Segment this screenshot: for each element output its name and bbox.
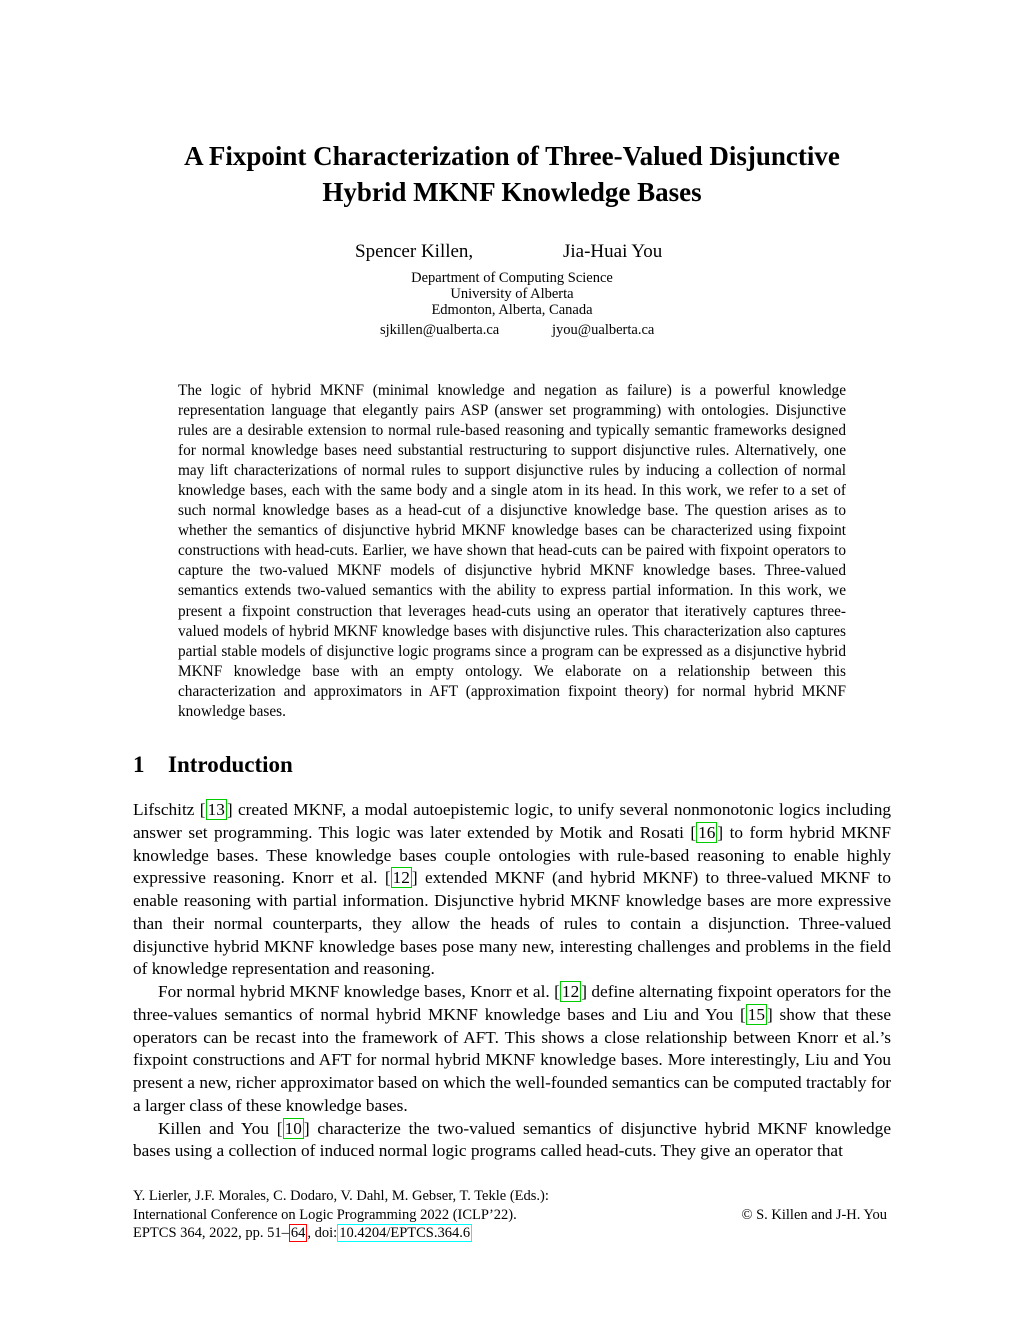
abstract: The logic of hybrid MKNF (minimal knowledge and negation as failure) is a powerful knowledge representation language that elegantly pairs ASP (answer set programming) with ontologies. Disjunctive rules are a desirable extension to normal rule-based reasoning and typically semantic frameworks designed for normal knowledge bases need substantial restructuring to support disjunctive rules. Alternatively, one may lift characterizations of normal rules to support disjunctive rules by inducing a collection of normal knowledge bases, each with the same body and a single atom in its head. In this work, we refer to a set of such normal knowledge bases as a head-cut of a disjunctive knowledge base. The question arises as to whether the semantics of disjunctive hybrid MKNF knowledge bases can be characterized using fixpoint constructions with head-cuts. Earlier, we have shown that head-cuts can be paired with fixpoint operators to capture the two-valued MKNF models of disjunctive hybrid MKNF knowledge bases. Three-valued semantics extends two-valued semantics with the ability to express partial information. In this work, we present a fixpoint construction that leverages head-cuts using an operator that iteratively captures three-valued models of hybrid MKNF knowledge bases with disjunctive rules. This characterization also captures partial stable models of disjunctive logic programs since a program can be expressed as a disjunctive hybrid MKNF knowledge base with an empty ontology. We elaborate on a relationship between this characterization and approximators in AFT (approximation fixpoint theory) for normal hybrid MKNF knowledge bases.: [178, 382, 846, 720]
authors: [0, 241, 1024, 267]
citation-link[interactable]: 16: [698, 822, 716, 842]
email-killen[interactable]: sjkillen@ualberta.ca: [380, 322, 500, 338]
section-number: 1: [133, 752, 145, 777]
author-emails: [0, 322, 1024, 342]
text-run: ] characterize the two-valued semantics of disjunctive hybrid MKNF knowledge bases using a collection of induced normal logic programs called head-cuts. They give an operator that: [133, 1118, 891, 1161]
paper-title: [0, 138, 1024, 210]
title-line-1: A Fixpoint Characterization of Three-Valued Disjunctive: [184, 141, 840, 171]
affiliation: [0, 270, 1024, 318]
affil-university: University of Alberta: [450, 286, 574, 302]
text-run: For normal hybrid MKNF knowledge bases, Knorr et al. [: [158, 982, 560, 1001]
email-you[interactable]: jyou@ualberta.ca: [552, 322, 655, 338]
eptcs-text: EPTCS 364, 2022, pp. 51–: [133, 1225, 289, 1241]
citation-link[interactable]: 15: [747, 1004, 765, 1024]
copyright: © S. Killen and J-H. You: [741, 1206, 887, 1223]
author-killen: Spencer Killen,: [355, 241, 474, 262]
doi-label: , doi:: [307, 1225, 338, 1241]
intro-paragraph-1: [133, 799, 891, 981]
title-line-2: Hybrid MKNF Knowledge Bases: [322, 177, 702, 207]
text-run: ] extended MKNF (and hybrid MKNF) to three-valued MKNF to enable reasoning with partial information. Disjunctive hybrid MKNF knowledge bases are more expressive than their normal counterparts, they allow the heads of rules to contain a disjunction. Three-valued disjunctive hybrid MKNF knowledge bases pose many new, interesting challenges and problems in the field of knowledge representation and reasoning.: [133, 868, 891, 979]
text-run: Killen and You [: [158, 1118, 283, 1138]
footer-editors: Y. Lierler, J.F. Morales, C. Dodaro, V. Dahl, M. Gebser, T. Tekle (Eds.):: [133, 1188, 549, 1204]
affil-location: Edmonton, Alberta, Canada: [431, 302, 593, 318]
section-title: Introduction: [168, 752, 293, 777]
section-heading-introduction: [133, 752, 293, 778]
text-run: ] define alternating fixpoint operators for the three-values semantics of normal hybrid MKNF knowledge bases and Liu and You [: [133, 982, 892, 1024]
conference-text: International Conference on Logic Programming 2022 (ICLP’22).: [133, 1206, 517, 1223]
affil-department: Department of Computing Science: [411, 270, 613, 286]
doi-link[interactable]: 10.4204/EPTCS.364.6: [339, 1225, 471, 1241]
author-you: Jia-Huai You: [563, 241, 663, 262]
introduction-body: [133, 799, 891, 1163]
citation-link[interactable]: 10: [284, 1118, 302, 1138]
text-run: Lifschitz [: [133, 800, 206, 819]
footer-conference: [133, 1206, 891, 1225]
text-run: ] show that these operators can be recast into the framework of AFT. This shows a close relationship between Knorr et al.’s fixpoint constructions and AFT for normal hybrid MKNF knowledge bases. More interestingly, Liu and You present a new, richer approximator based on which the well-founded semantics can be computed tractably for a larger class of these knowledge bases.: [133, 1004, 891, 1115]
citation-link[interactable]: 12: [392, 868, 410, 888]
text-run: ] to form hybrid MKNF knowledge bases. These knowledge bases couple ontologies with rule-based reasoning to enable highly expressive reasoning. Knorr et al. [: [133, 822, 891, 888]
text-run: ] created MKNF, a modal autoepistemic logic, to unify several nonmonotonic logics including answer set programming. This logic was later extended by Motik and Rosati [: [133, 800, 892, 842]
intro-paragraph-3: [133, 1118, 891, 1164]
intro-paragraph-2: [133, 981, 891, 1118]
footer: [133, 1187, 891, 1243]
footer-eptcs: [133, 1224, 891, 1243]
last-page-link[interactable]: 64: [290, 1225, 306, 1241]
citation-link[interactable]: 13: [207, 800, 225, 819]
citation-link[interactable]: 12: [561, 982, 580, 1001]
